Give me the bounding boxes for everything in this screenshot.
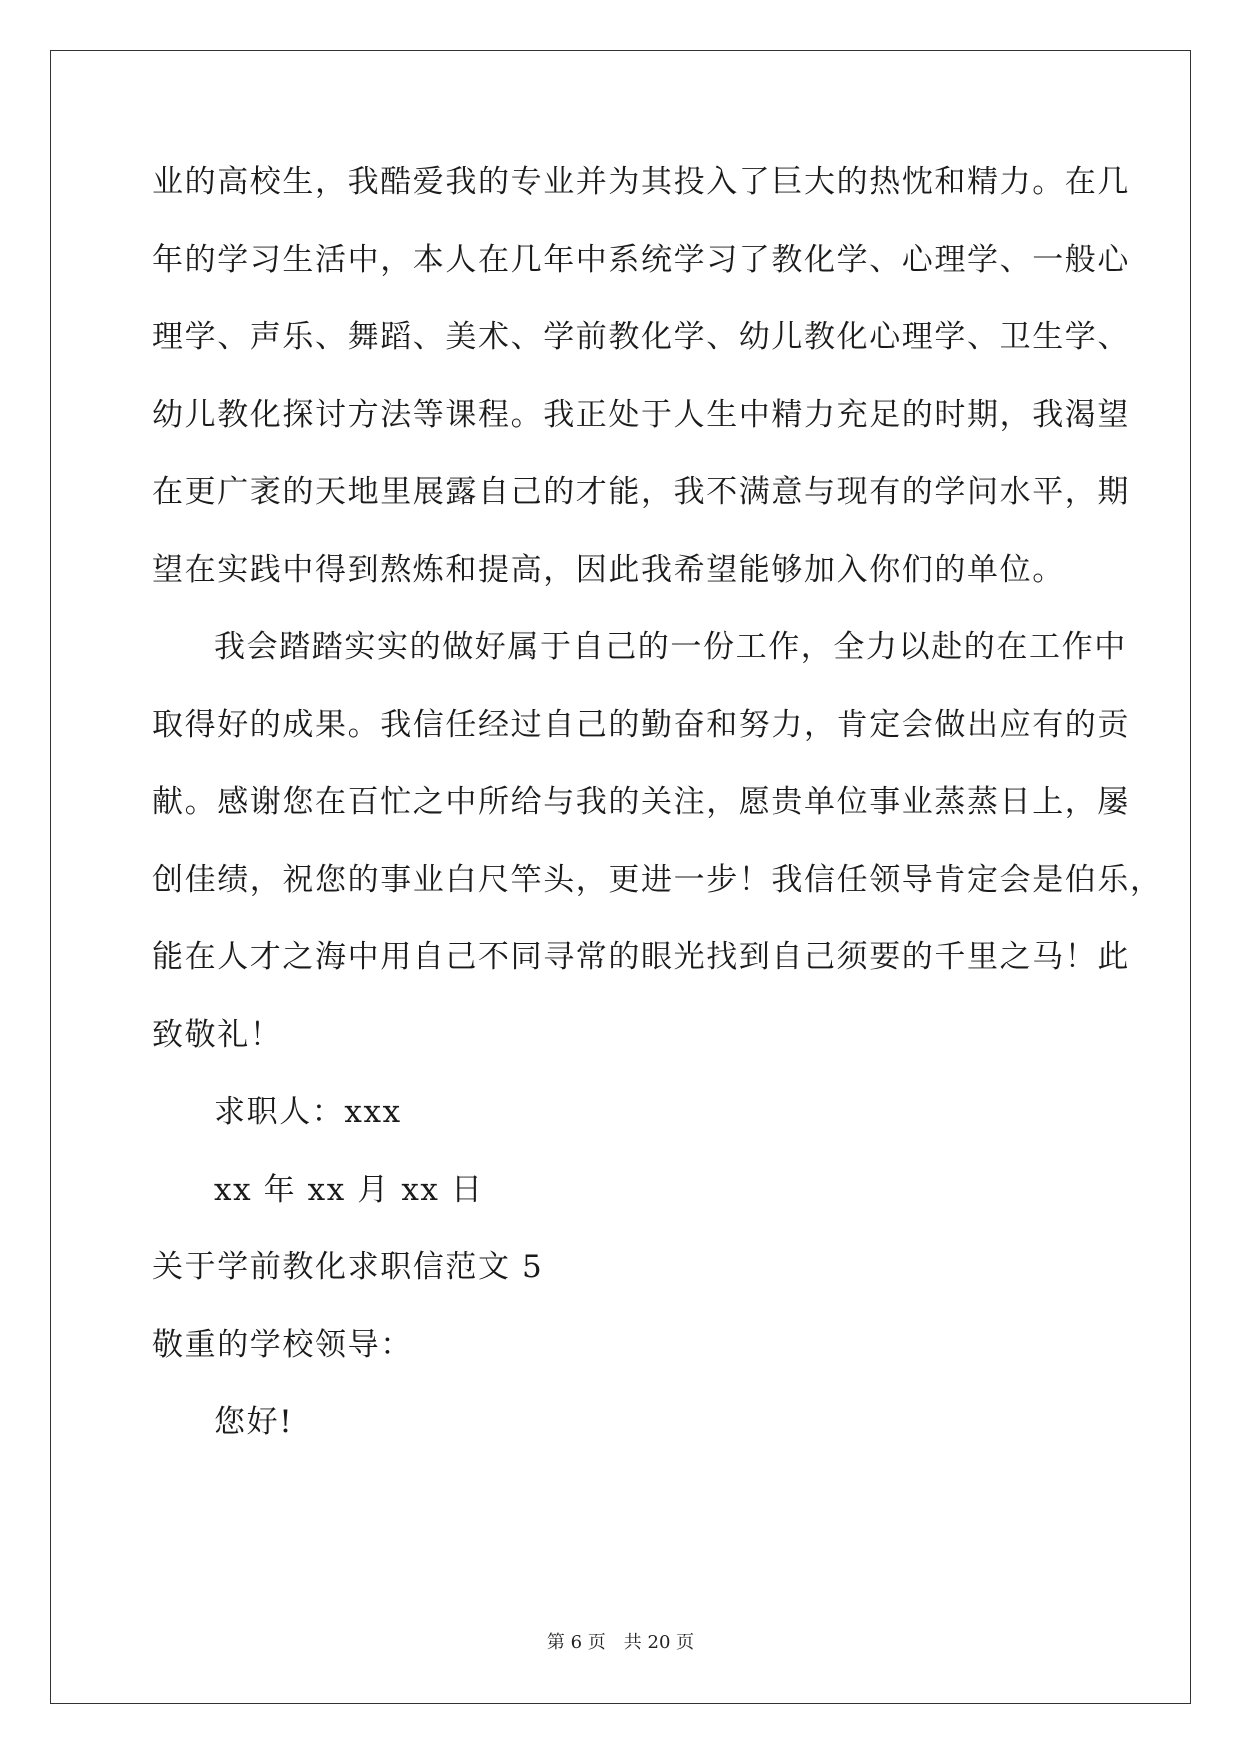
section-title: 关于学前教化求职信范文 5 — [152, 1249, 544, 1285]
document-body — [152, 160, 1163, 1478]
text-line: 取得好的成果。我信任经过自己的勤奋和努力，肯定会做出应有的贡 — [152, 706, 1130, 743]
page-number: 第 6 页 共 20 页 — [546, 1632, 695, 1653]
text-line: 创佳绩，祝您的事业白尺竿头，更进一步！我信任领导肯定会是伯乐， — [152, 861, 1163, 898]
text-line: 幼儿教化探讨方法等课程。我正处于人生中精力充足的时期，我渴望 — [152, 396, 1130, 433]
applicant-signature: 求职人：xxx — [214, 1094, 402, 1130]
paragraph-start: 我会踏踏实实的做好属于自己的一份工作，全力以赴的在工作中 — [214, 629, 1127, 665]
text-line: 理学、声乐、舞蹈、美术、学前教化学、幼儿教化心理学、卫生学、 — [152, 319, 1130, 355]
text-line: 望在实践中得到熬炼和提高，因此我希望能够加入你们的单位。 — [152, 551, 1065, 588]
text-line: 业的高校生，我酷爱我的专业并为其投入了巨大的热忱和精力。在几 — [152, 164, 1130, 200]
text-line: 在更广袤的天地里展露自己的才能，我不满意与现有的学问水平，期 — [152, 474, 1130, 510]
text-line: 能在人才之海中用自己不同寻常的眼光找到自己须要的千里之马！此 — [152, 939, 1130, 975]
letter-salutation: 敬重的学校领导： — [152, 1326, 413, 1363]
text-line: 年的学习生活中，本人在几年中系统学习了教化学、心理学、一般心 — [152, 241, 1130, 278]
closing-salutation: 致敬礼！ — [152, 1016, 283, 1053]
greeting: 您好! — [214, 1404, 294, 1440]
text-line: 献。感谢您在百忙之中所给与我的关注，愿贵单位事业蒸蒸日上，屡 — [152, 784, 1130, 820]
letter-date: xx 年 xx 月 xx 日 — [214, 1171, 484, 1208]
